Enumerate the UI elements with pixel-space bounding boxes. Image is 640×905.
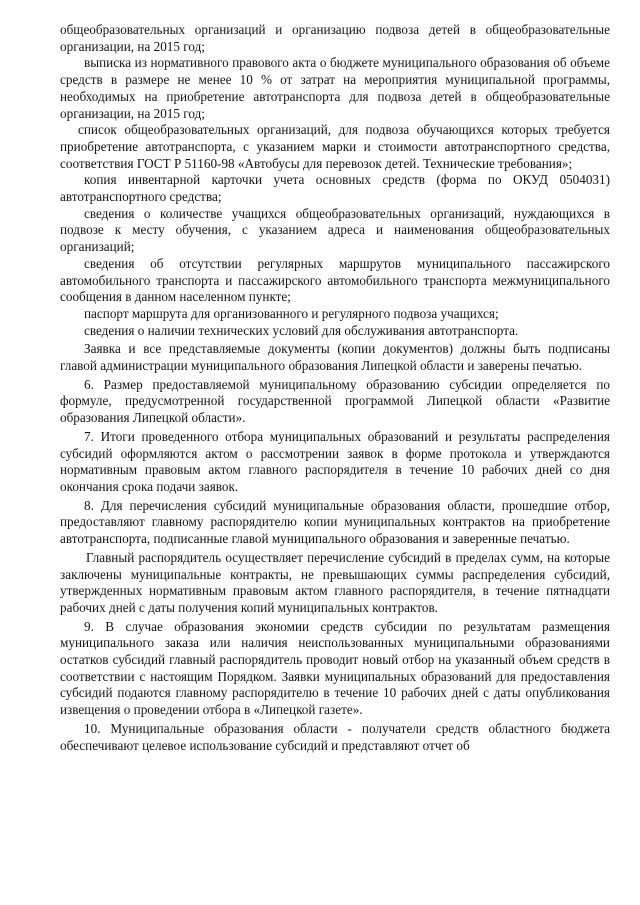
paragraph-inventory-card: копия инвентарной карточки учета основных средств (форма по ОКУД 0504031) автотранспортного средства; bbox=[60, 172, 610, 205]
paragraph-item-7: 7. Итоги проведенного отбора муниципальных образований и результаты распределения субсидий оформляются актом о рассмотрении заявок в форме протокола и утверждаются нормативным правовым актом главного распорядителя в течение 10 рабочих дней со дня окончания срока подачи заявок. bbox=[60, 428, 610, 494]
paragraph-application-signature: Заявка и все представляемые документы (копии документов) должны быть подписаны главой администрации муниципального образования Липецкой области и заверены печатью. bbox=[60, 341, 610, 374]
paragraph-continuation: общеобразовательных организаций и организацию подвоза детей в общеобразовательные организации, на 2015 год; bbox=[60, 22, 610, 54]
paragraph-technical-conditions: сведения о наличии технических условий для обслуживания автотранспорта. bbox=[84, 322, 519, 338]
paragraph-item-10: 10. Муниципальные образования области - получатели средств областного бюджета обеспечивают целевое использование субсидий и представляют отчет об bbox=[60, 720, 610, 753]
paragraph-item-9: 9. В случае образования экономии средств субсидии по результатам размещения муниципального заказа или наличия неиспользованных муниципальными образованиями остатков субсидий главный распорядитель проводит новый отбор на указанный объем средств в соответствии с настоящим Порядком. Заявки муниципальных образований для предоставления субсидий подаются главному распорядителю в течение 10 рабочих дней с даты опубликования извещения о проведении отбора в «Липецкой газете». bbox=[60, 618, 610, 718]
paragraph-route-passport: паспорт маршрута для организованного и регулярного подвоза учащихся; bbox=[84, 305, 499, 321]
paragraph-budget-extract: выписка из нормативного правового акта о бюджете муниципального образования об объеме средств в размере не менее 10 % от затрат на мероприятия муниципальной программы, необходимых на приобретение автотранспорта для подвоза детей в общеобразовательные организации, на 2015 год; bbox=[60, 55, 610, 121]
paragraph-no-routes: сведения об отсутствии регулярных маршрутов муниципального пассажирского автомобильного транспорта и пассажирского автомобильного транспорта межмуниципального сообщения в данном населенном пункте; bbox=[60, 255, 610, 305]
paragraph-school-list: список общеобразовательных организаций, для подвоза обучающихся которых требуется приобретение автотранспорта, с указанием марки и стоимости автотранспортного средства, соответствия ГОСТ Р 51160-98 «Автобусы для перевозок детей. Технические требования»; bbox=[60, 122, 610, 171]
paragraph-item-8: 8. Для перечисления субсидий муниципальные образования области, прошедшие отбор, предоставляют главному распорядителю копии муниципальных контрактов на приобретение автотранспорта, подписанные главой муниципального образования и заверенные печатью. bbox=[60, 497, 610, 547]
paragraph-transfer: Главный распорядитель осуществляет перечисление субсидий в пределах сумм, на которые заключены муниципальные контракты, не превышающих суммы распределения субсидий, утвержденных нормативным правовым актом главного распорядителя, в течение пятнадцати рабочих дней с даты получения копий муниципальных контрактов. bbox=[60, 549, 610, 615]
paragraph-item-6: 6. Размер предоставляемой муниципальному образованию субсидии определяется по формуле, предусмотренной государственной программой Липецкой области «Развитие образования Липецкой области». bbox=[60, 376, 610, 426]
paragraph-student-count: сведения о количестве учащихся общеобразовательных организаций, нуждающихся в подвозе к месту обучения, с указанием адреса и наименования общеобразовательных организаций; bbox=[60, 205, 610, 255]
